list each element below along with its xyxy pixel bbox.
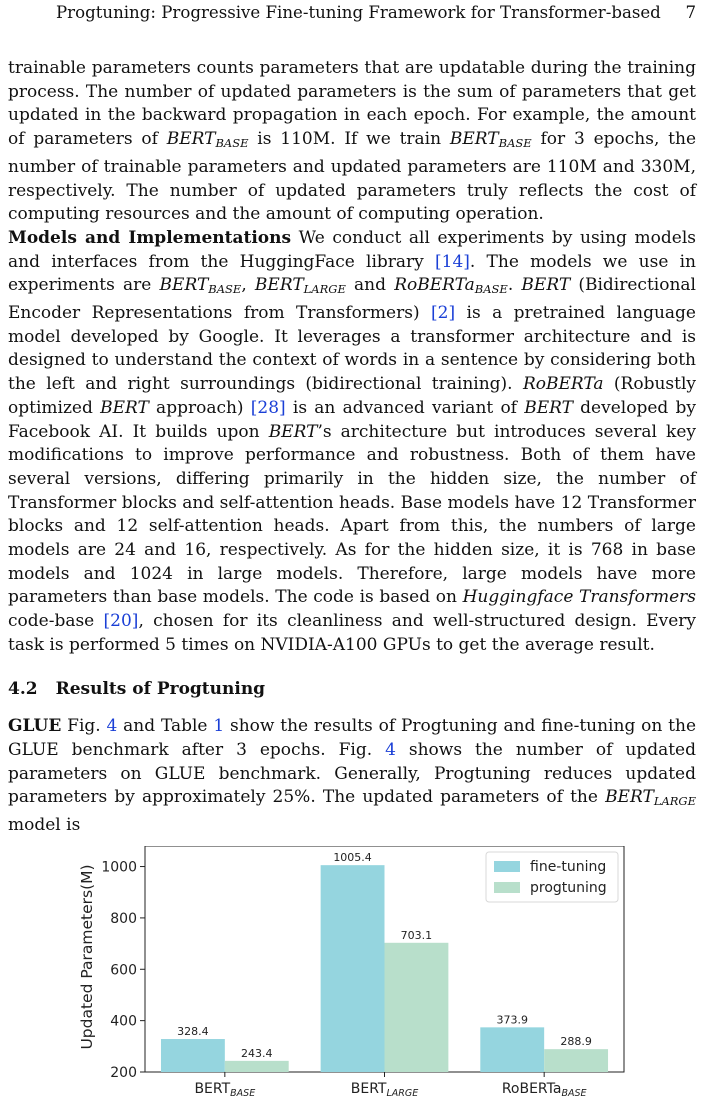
paragraph-parameters: trainable parameters counts parameters that are updatable during the training process. The number of updated parameters is the sum of parameters that get updated in the backward propagation in each epoch. For example, the amount of parameters of $BERT_{BASE}$ is 110M. If we train $BERT_{BASE}$ for 3 epochs, the number of trainable parameters and updated parameters are 110M and 330M, respectively. The number of updated parameters truly reflects the cost of computing resources and the amount of computing operation.	[8, 58, 697, 225]
citation-link[interactable]: [20]	[103, 611, 139, 632]
paragraph-glue: GLUE Fig. 4 and Table 1 show the results of Progtuning and fine-tuning on the GLUE benchmark after 3 epochs. Fig. 4 shows the number of updated parameters on GLUE benchmark. Generally, Progtuning reduces updated parameters by approximately 25%. The updated parameters of the $BERT_{LARGE}$ model is	[8, 716, 697, 836]
bar-chart	[74, 846, 634, 1102]
y-axis-label: Updated Parameters(M)	[78, 864, 96, 1050]
math-bert-large: $BERT_{LARGE}$	[254, 275, 346, 297]
body-text	[8, 57, 696, 838]
term-roberta: RoBERTa	[522, 374, 604, 395]
bar-chart-svg	[74, 846, 634, 1102]
bar	[225, 1061, 289, 1072]
term-bert: BERT	[100, 397, 149, 418]
paragraph-heading: Models and Implementations	[8, 227, 292, 248]
section-title: Results of Progtuning	[55, 678, 266, 699]
y-tick-label: 800	[110, 910, 137, 927]
x-tick-label: $BERT_{BASE}$	[194, 1081, 256, 1099]
bar	[385, 943, 449, 1072]
bar-data-label: 1005.4	[333, 851, 372, 865]
citation-link[interactable]: [2]	[431, 303, 456, 324]
legend-swatch	[494, 882, 520, 893]
citation-link[interactable]: [28]	[250, 397, 286, 418]
term-huggingface: Huggingface Transformers	[462, 587, 696, 608]
math-roberta-base: RoBERTa$_{BASE}$	[394, 275, 508, 297]
paragraph-heading: GLUE	[8, 716, 62, 737]
math-bert-base: $BERT_{BASE}$	[159, 275, 242, 297]
bar	[161, 1039, 225, 1072]
legend-label: progtuning	[530, 880, 607, 896]
math-bert-base: $BERT_{BASE}$	[449, 129, 532, 151]
bar	[480, 1027, 544, 1072]
citation-link[interactable]: [14]	[435, 251, 470, 272]
y-tick-label: 400	[110, 1013, 137, 1030]
section-number: 4.2	[8, 678, 38, 699]
running-header	[56, 3, 696, 22]
y-tick-label: 1000	[101, 859, 137, 876]
figure-link[interactable]: 4	[106, 716, 118, 737]
term-bert: BERT	[524, 397, 573, 418]
section-heading	[8, 678, 696, 702]
figure-link[interactable]: 4	[385, 739, 396, 760]
bar-data-label: 328.4	[177, 1025, 209, 1039]
math-bert-large: $BERT_{LARGE}$	[605, 787, 696, 809]
y-tick-label: 200	[110, 1065, 137, 1081]
page-number: 7	[685, 3, 696, 22]
table-link[interactable]: 1	[213, 716, 225, 737]
bar-data-label: 703.1	[400, 928, 433, 942]
x-tick-label: $BERT_{LARGE}$	[350, 1081, 419, 1099]
legend-label: fine-tuning	[530, 859, 607, 875]
bar-data-label: 243.4	[241, 1046, 273, 1060]
x-tick-label: RoBERTa$_{BASE}$	[501, 1081, 587, 1099]
bar	[544, 1049, 608, 1072]
bar-data-label: 373.9	[496, 1013, 528, 1027]
y-tick-label: 600	[110, 962, 137, 979]
legend-swatch	[494, 861, 520, 872]
term-bert: BERT	[268, 421, 318, 442]
paragraph-models: Models and Implementations We conduct all experiments by using models and interfaces from the HuggingFace library [14]. The models we use in experiments are $BERT_{BASE}$, $BERT_{LARGE}$ and RoBERTa$_{BASE}$. BERT (Bidirectional Encoder Representations from Transformers) [2] is a pretrained language model developed by Google. It leverages a transformer architecture and is designed to understand the context of words in a sentence by considering both the left and right surroundings (bidirectional training). RoBERTa (Robustly optimized BERT approach) [28] is an advanced variant of BERT developed by Facebook AI. It builds upon BERT’s architecture but introduces several key modifications to improve performance and robustness. Both of them have several versions, differing primarily in the hidden size, the number of Transformer blocks and self-attention heads. Base models have 12 Transformer blocks and 12 self-attention heads. Apart from this, the numbers of large models are 24 and 16, respectively. As for the hidden size, it is 768 in base models and 1024 in large models. Therefore, large models have more parameters than base models. The code is based on Huggingface Transformers code-base [20], chosen for its cleanliness and well-structured design. Every task is performed 5 times on NVIDIA-A100 GPUs to get the average result.	[8, 227, 697, 655]
bar-data-label: 288.9	[560, 1035, 592, 1049]
term-bert: BERT	[521, 275, 571, 296]
running-title: Progtuning: Progressive Fine-tuning Framework for Transformer-based	[56, 3, 661, 22]
bar	[321, 865, 385, 1072]
math-bert-base: $BERT_{BASE}$	[166, 129, 249, 151]
